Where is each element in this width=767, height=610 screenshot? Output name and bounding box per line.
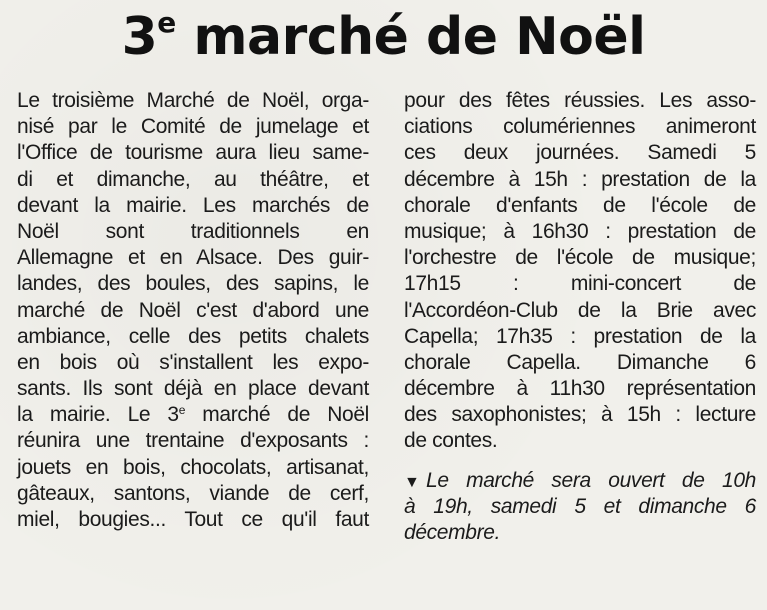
body-line: ces deux journées. Samedi 5 [404,141,756,165]
body-line: ambiance, celle des petits chalets [17,324,369,348]
note-line [404,468,756,494]
body-line: Noël sont traditionnels en [17,219,369,243]
body-line: l'Accordéon-Club de la Brie avec [404,298,756,322]
article-column-right [404,88,756,546]
body-line-ordinal: e [178,403,186,418]
body-line: en bois où s'installent les expo- [17,350,369,374]
body-line: devant la mairie. Les marchés de [17,193,369,217]
headline-number: 3 [121,7,158,67]
note-text: Le marché sera ouvert de 10h [426,468,756,492]
headline-ordinal: e [157,6,176,39]
body-line: chorale d'enfants de l'école de [404,193,756,217]
note-line: décembre. [404,521,501,544]
article-column-left [17,88,369,533]
body-line: marché de Noël c'est d'abord une [17,298,369,322]
body-line: réunira une trentaine d'exposants : [17,429,369,453]
article-headline [0,2,767,72]
body-line: Allemagne et en Alsace. Des guir- [17,246,369,270]
body-line: décembre à 11h30 représentation [404,377,756,401]
body-line-start: la mairie. Le 3 [17,403,179,427]
body-line: pour des fêtes réussies. Les asso- [404,89,756,112]
triangle-down-icon: ▼ [404,473,420,491]
note-line: à 19h, samedi 5 et dimanche 6 [404,494,756,518]
body-line: décembre à 15h : prestation de la [404,167,756,191]
body-line: gâteaux, santons, viande de cerf, [17,481,369,505]
body-line-rest: marché de Noël [185,403,369,427]
body-line: landes, des boules, des sapins, le [17,272,369,296]
body-line: ciations columériennes animeront [404,115,756,139]
body-line: des saxophonistes; à 15h : lecture [404,403,756,427]
body-line: musique; à 16h30 : prestation de [404,219,756,243]
body-line: l'orchestre de l'école de musique; [404,246,756,270]
body-line: Capella; 17h35 : prestation de la [404,324,756,348]
body-line: di et dimanche, au théâtre, et [17,167,369,191]
body-line: l'Office de tourisme aura lieu same- [17,141,369,165]
body-line: 17h15 : mini-concert de [404,272,756,296]
paragraph-gap [404,455,756,468]
body-line: nisé par le Comité de jumelage et [17,115,369,139]
body-line: de contes. [404,429,498,453]
body-line: jouets en bois, chocolats, artisanat, [17,455,369,479]
body-line: chorale Capella. Dimanche 6 [404,350,756,374]
body-line: Le troisième Marché de Noël, orga- [17,89,369,112]
body-line-with-ordinal [17,402,369,428]
body-line: sants. Ils sont déjà en place devant [17,377,369,401]
headline-text: marché de Noël [175,7,646,67]
body-line: miel, bougies... Tout ce qu'il faut [17,508,369,531]
